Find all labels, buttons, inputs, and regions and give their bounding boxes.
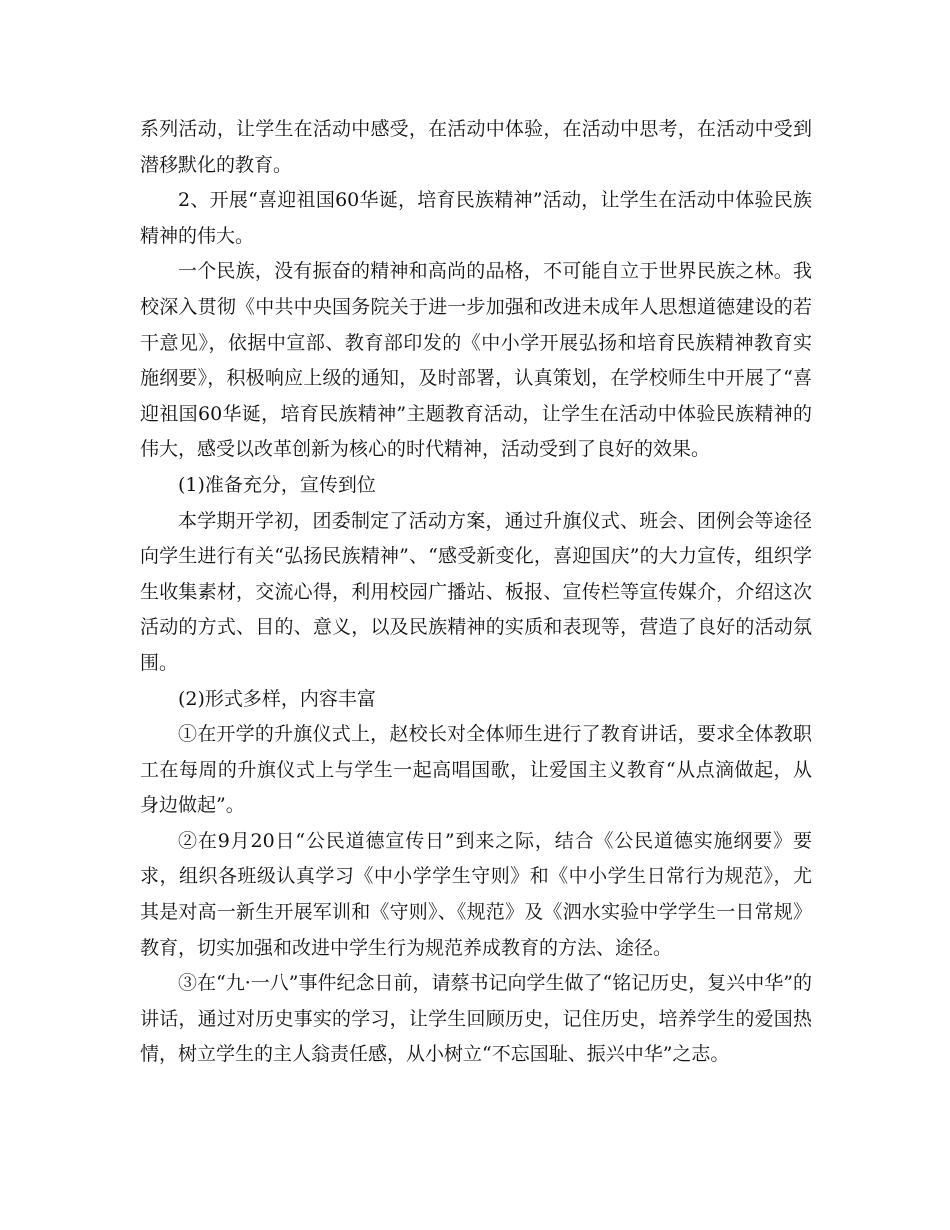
paragraph-item-1: ①在开学的升旗仪式上，赵校长对全体师生进行了教育讲话，要求全体教职工在每周的升旗仪式上与学生一起高唱国歌，让爱国主义教育“从点滴做起，从身边做起”。 [140, 723, 812, 817]
paragraph-subheading-1: (1)准备充分，宣传到位 [178, 473, 376, 496]
document-body [140, 112, 812, 1073]
paragraph-continuation: 系列活动，让学生在活动中感受，在活动中体验，在活动中思考，在活动中受到潜移默化的教育。 [140, 118, 812, 176]
paragraph-section-heading-2: 2、开展“喜迎祖国60华诞，培育民族精神”活动，让学生在活动中体验民族精神的伟大。 [140, 189, 812, 247]
paragraph-intro: 一个民族，没有振奋的精神和高尚的品格，不可能自立于世界民族之林。我校深入贯彻《中共中央国务院关于进一步加强和改进未成年人思想道德建设的若干意见》，依据中宣部、教育部印发的《中小学开展弘扬和培育民族精神教育实施纲要》，积极响应上级的通知，及时部署，认真策划，在学校师生中开展了“喜迎祖国60华诞，培育民族精神”主题教育活动，让学生在活动中体验民族精神的伟大，感受以改革创新为核心的时代精神，活动受到了良好的效果。 [140, 260, 812, 461]
paragraph-preparation: 本学期开学初，团委制定了活动方案，通过升旗仪式、班会、团例会等途径向学生进行有关“弘扬民族精神”、“感受新变化，喜迎国庆”的大力宣传，组织学生收集素材，交流心得，利用校园广播站、板报、宣传栏等宣传媒介，介绍这次活动的方式、目的、意义，以及民族精神的实质和表现等，营造了良好的活动氛围。 [140, 509, 812, 674]
paragraph-item-2: ②在9月20日“公民道德宣传日”到来之际，结合《公民道德实施纲要》要求，组织各班级认真学习《中小学学生守则》和《中小学生日常行为规范》，尤其是对高一新生开展军训和《守则》、《规范》及《泗水实验中学学生一日常规》教育，切实加强和改进中学生行为规范养成教育的方法、途径。 [140, 829, 812, 959]
paragraph-item-3: ③在“九·一八”事件纪念日前，请蔡书记向学生做了“铭记历史，复兴中华”的讲话，通过对历史事实的学习，让学生回顾历史，记住历史，培养学生的爱国热情，树立学生的主人翁责任感，从小树立“不忘国耻、振兴中华”之志。 [140, 972, 812, 1066]
paragraph-subheading-2: (2)形式多样，内容丰富 [178, 687, 376, 710]
